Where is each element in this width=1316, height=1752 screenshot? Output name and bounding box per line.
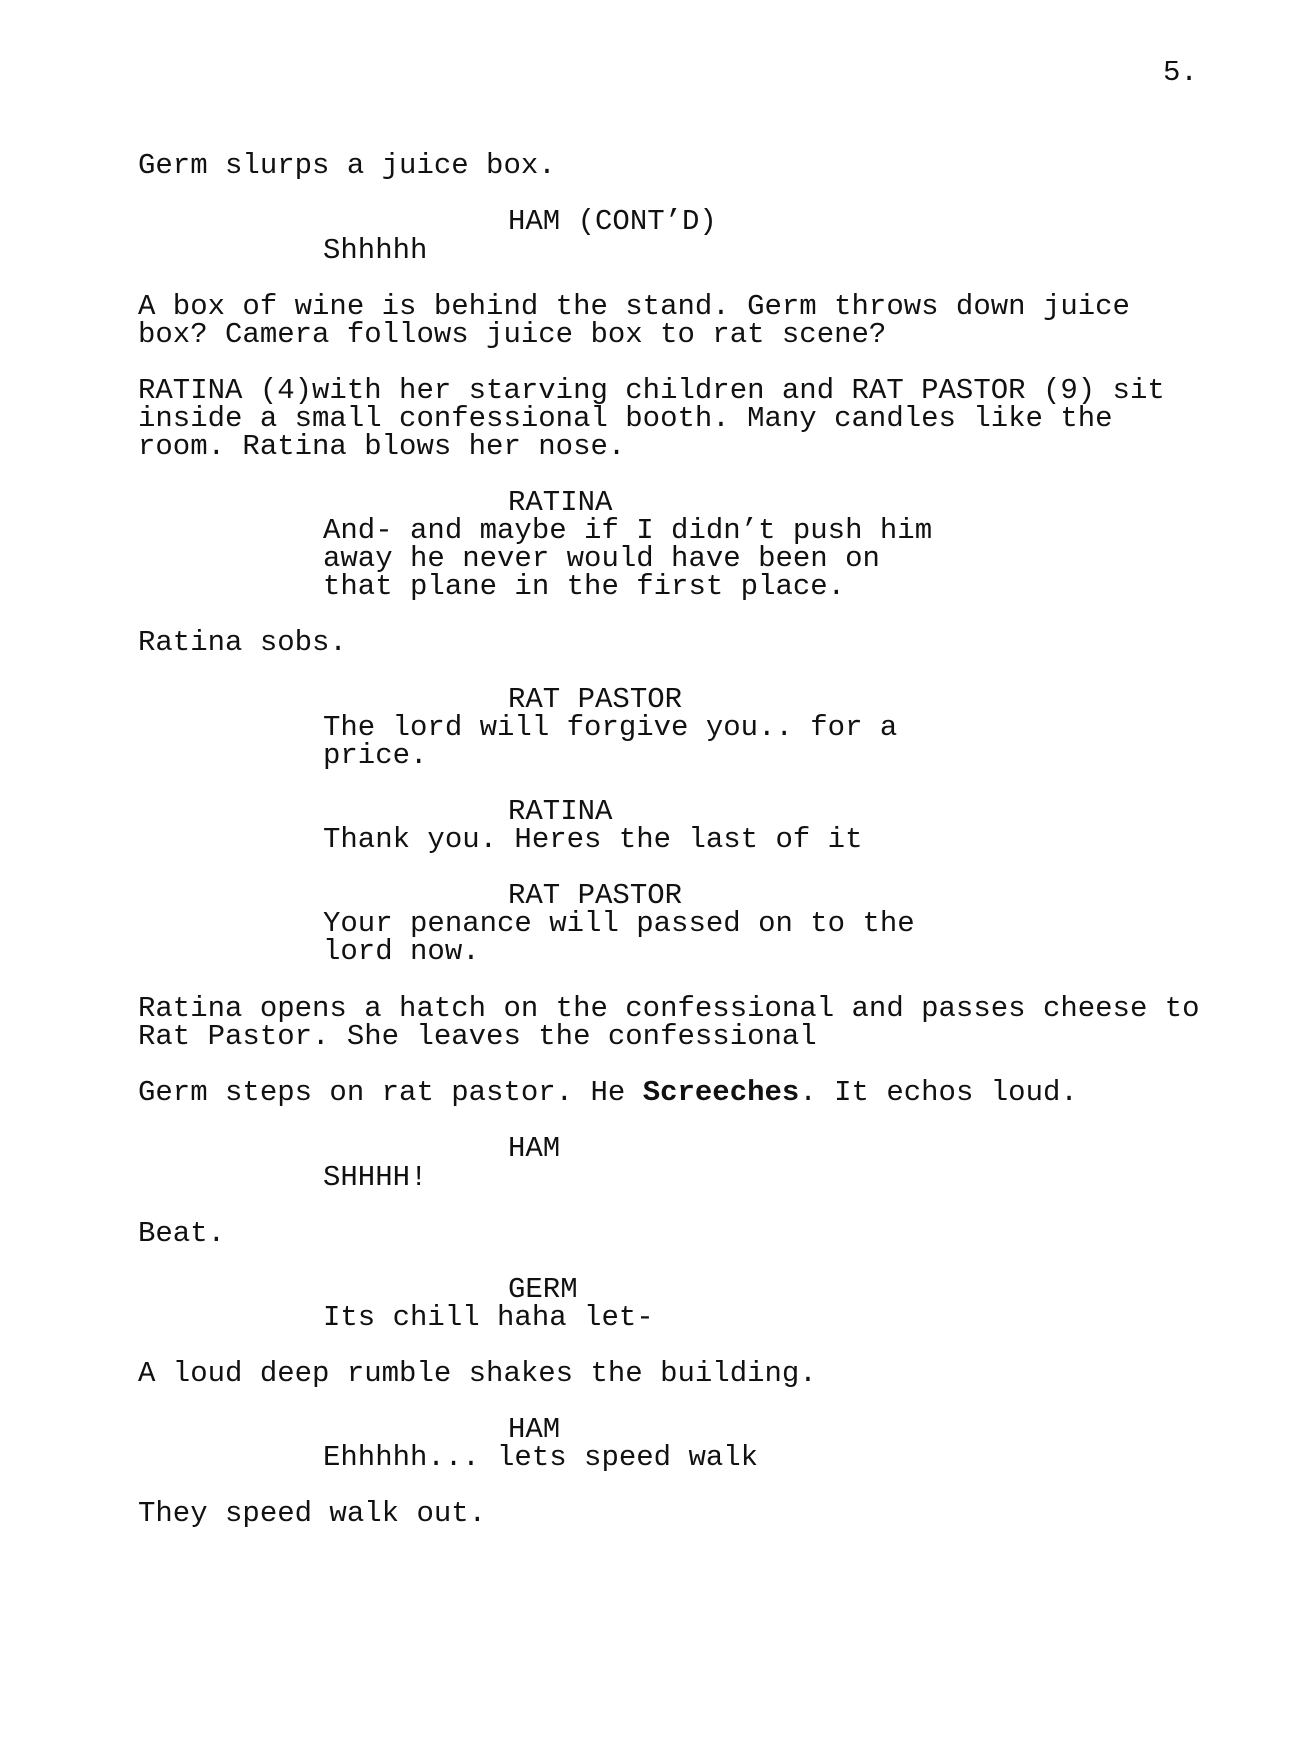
action-line: A box of wine is behind the stand. Germ throws down juice xyxy=(138,290,1130,323)
action-line: room. Ratina blows her nose. xyxy=(138,430,626,463)
action-line: inside a small confessional booth. Many candles like the xyxy=(138,402,1113,435)
character-cue: RATINA xyxy=(508,486,613,519)
character-cue: RAT PASTOR xyxy=(508,683,683,716)
character-cue: RAT PASTOR xyxy=(508,879,683,912)
dialogue-line: lord now. xyxy=(323,935,480,968)
dialogue-line: Its chill haha let- xyxy=(323,1301,654,1334)
dialogue-line: Shhhhh xyxy=(323,234,428,267)
action-line: Germ slurps a juice box. xyxy=(138,149,556,182)
action-line: They speed walk out. xyxy=(138,1497,487,1530)
character-cue: HAM xyxy=(508,1413,561,1446)
dialogue-line: price. xyxy=(323,739,428,772)
page-number: 5. xyxy=(1163,56,1198,89)
action-line: Beat. xyxy=(138,1217,226,1250)
action-line: box? Camera follows juice box to rat scene? xyxy=(138,318,887,351)
character-cue: HAM xyxy=(508,1132,561,1165)
dialogue-line: that plane in the first place. xyxy=(323,570,846,603)
character-cue: HAM (CONT’D) xyxy=(508,205,717,238)
action-line: Rat Pastor. She leaves the confessional xyxy=(138,1020,817,1053)
character-cue: GERM xyxy=(508,1273,578,1306)
dialogue-line: SHHHH! xyxy=(323,1161,428,1194)
action-line: A loud deep rumble shakes the building. xyxy=(138,1357,817,1390)
dialogue-line: Ehhhhh... lets speed walk xyxy=(323,1441,759,1474)
dialogue-line: The lord will forgive you.. for a xyxy=(323,711,898,744)
action-line-emphasis xyxy=(138,1077,1078,1108)
dialogue-line: away he never would have been on xyxy=(323,542,880,575)
bold-sound-word: Screeches xyxy=(642,1076,800,1109)
action-line: Ratina opens a hatch on the confessional and passes cheese to xyxy=(138,992,1200,1025)
dialogue-line: Thank you. Heres the last of it xyxy=(323,823,863,856)
action-text: Germ steps on rat pastor. He xyxy=(138,1076,643,1109)
character-cue: RATINA xyxy=(508,795,613,828)
dialogue-line: Your penance will passed on to the xyxy=(323,907,915,940)
dialogue-line: And- and maybe if I didn’t push him xyxy=(323,514,933,547)
action-line: RATINA (4)with her starving children and RAT PASTOR (9) sit xyxy=(138,374,1165,407)
action-line: Ratina sobs. xyxy=(138,626,347,659)
action-text: . It echos loud. xyxy=(799,1076,1078,1109)
